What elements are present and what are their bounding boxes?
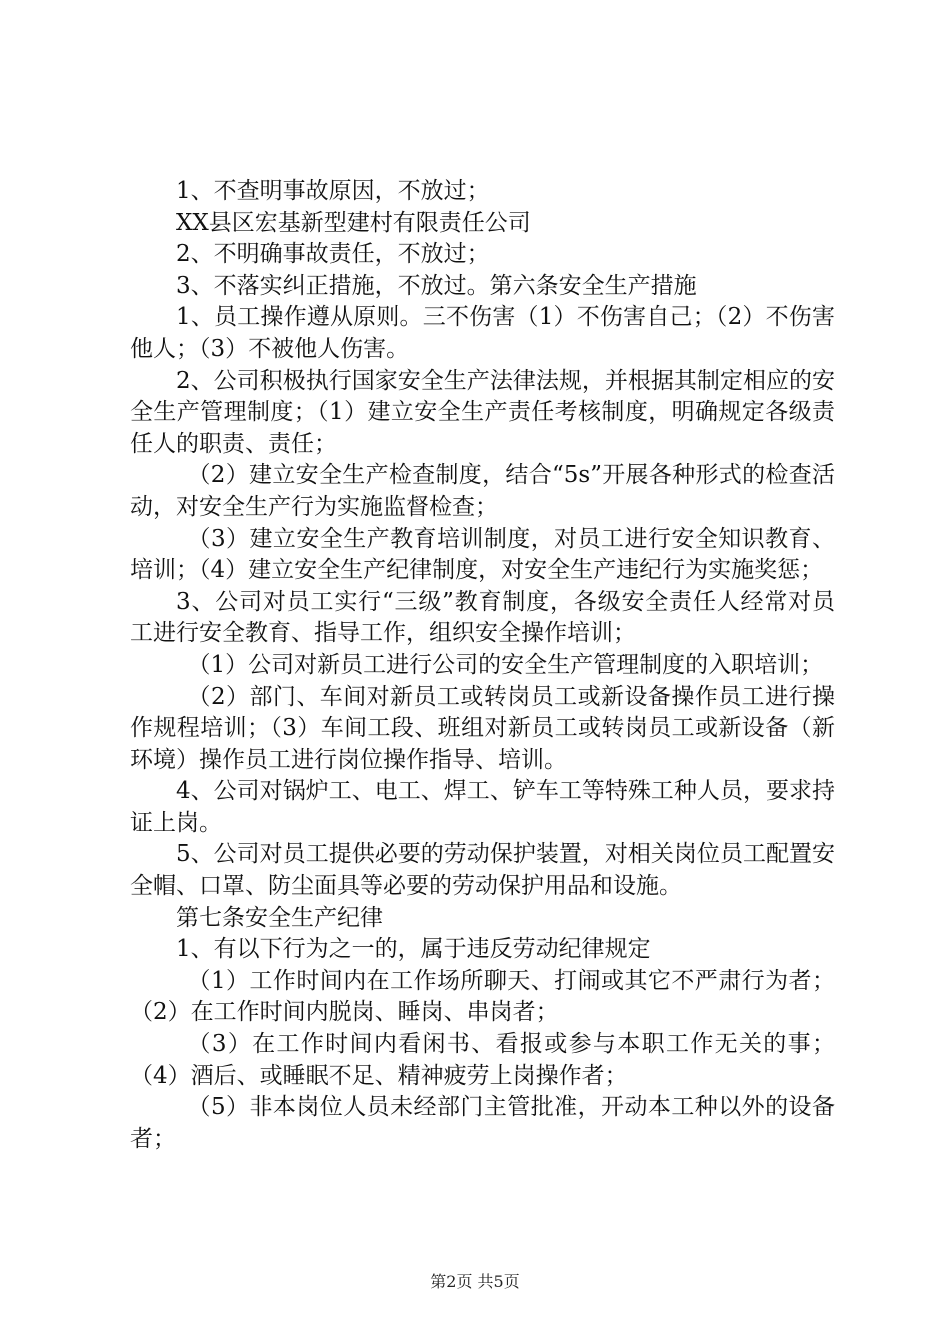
paragraph: XX县区宏基新型建村有限责任公司 — [176, 209, 531, 236]
paragraph: 1、有以下行为之一的，属于违反劳动纪律规定 — [176, 936, 651, 963]
paragraph: （1）公司对新员工进行公司的安全生产管理制度的入职培训； — [187, 651, 824, 678]
paragraph: 1、员工操作遵从原则。三不伤害（1）不伤害自己；（2）不伤害他人；（3）不被他人伤害。 — [130, 304, 835, 362]
paragraph: 3、不落实纠正措施，不放过。第六条安全生产措施 — [176, 272, 697, 299]
document-body — [130, 176, 835, 1155]
paragraph: 3、公司对员工实行“三级”教育制度，各级安全责任人经常对员工进行安全教育、指导工作，组织安全操作培训； — [130, 588, 835, 647]
page-number-footer: 第2页 共5页 — [430, 1272, 520, 1291]
paragraph: 5、公司对员工提供必要的劳动保护装置，对相关岗位员工配置安全帽、口罩、防尘面具等必要的劳动保护用品和设施。 — [130, 841, 835, 900]
section-heading: 第七条安全生产纪律 — [176, 904, 383, 931]
paragraph: 2、公司积极执行国家安全生产法律法规，并根据其制定相应的安全生产管理制度；（1）建立安全生产责任考核制度，明确规定各级责任人的职责、责任； — [130, 367, 835, 457]
paragraph: （3）在工作时间内看闲书、看报或参与本职工作无关的事；（4）酒后、或睡眠不足、精神疲劳上岗操作者； — [130, 1031, 835, 1089]
paragraph: 4、公司对锅炉工、电工、焊工、铲车工等特殊工种人员，要求持证上岗。 — [130, 778, 835, 836]
paragraph: 2、不明确事故责任，不放过； — [176, 241, 490, 268]
paragraph: （1）工作时间内在工作场所聊天、打闹或其它不严肃行为者；（2）在工作时间内脱岗、睡岗、串岗者； — [130, 967, 835, 1026]
paragraph: （2）建立安全生产检查制度，结合“5s”开展各种形式的检查活动，对安全生产行为实施监督检查； — [130, 462, 835, 520]
paragraph: （3）建立安全生产教育培训制度，对员工进行安全知识教育、培训；（4）建立安全生产纪律制度，对安全生产违纪行为实施奖惩； — [130, 525, 835, 584]
paragraph: 1、不查明事故原因，不放过； — [176, 178, 490, 204]
paragraph: （2）部门、车间对新员工或转岗员工或新设备操作员工进行操作规程培训；（3）车间工段、班组对新员工或转岗员工或新设备（新环境）操作员工进行岗位操作指导、培训。 — [130, 683, 835, 773]
paragraph: （5）非本岗位人员未经部门主管批准，开动本工种以外的设备者； — [130, 1094, 835, 1152]
